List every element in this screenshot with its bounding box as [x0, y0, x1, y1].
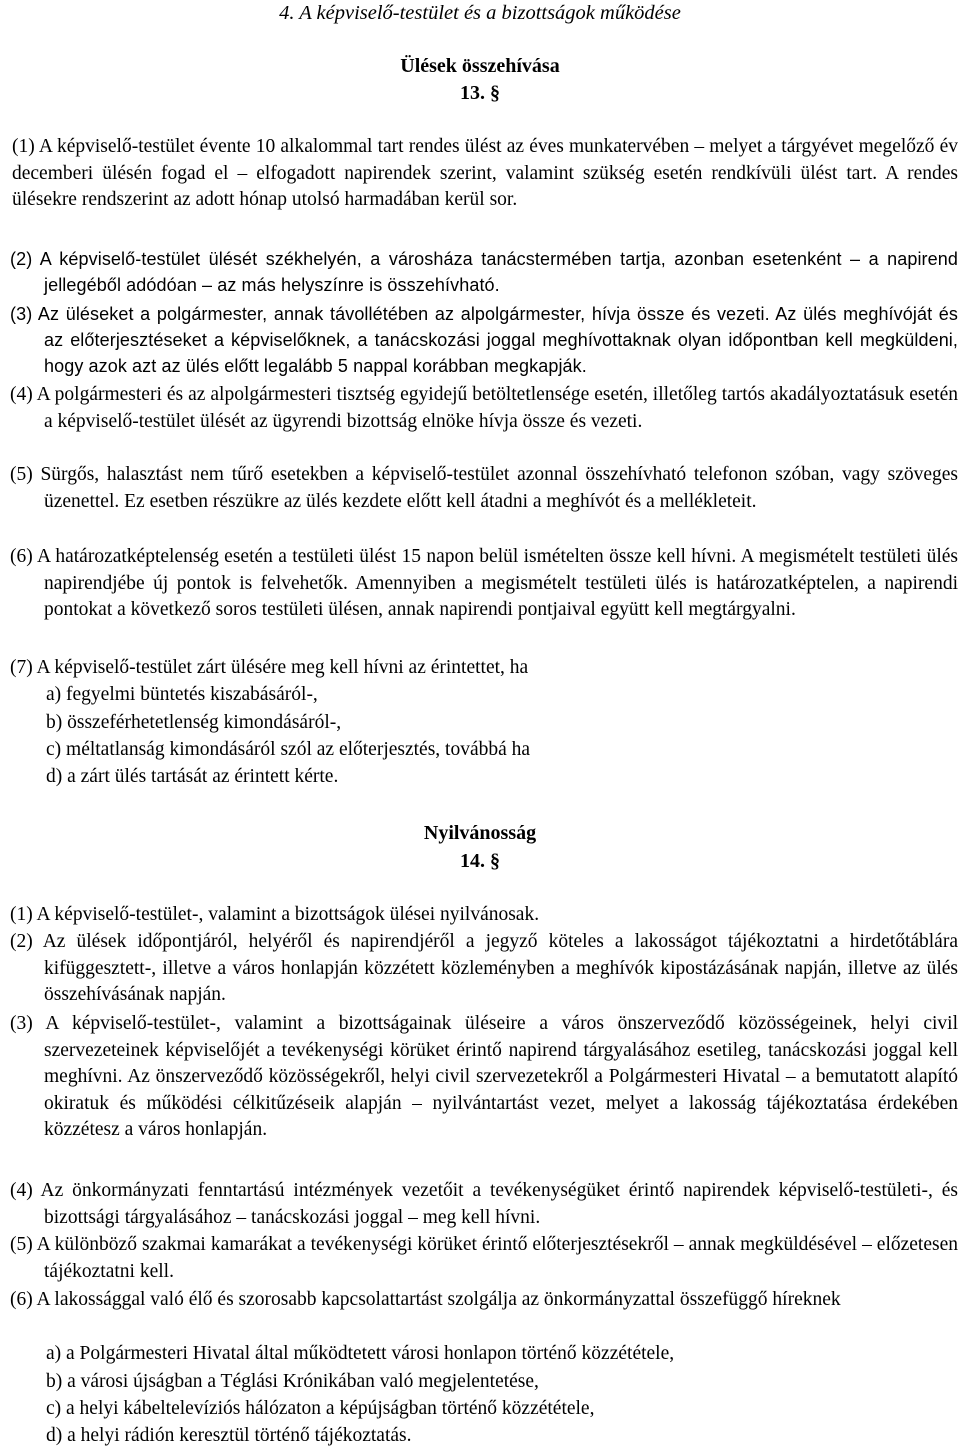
s13-paragraph-5: (5) Sürgős, halasztást nem tűrő esetekben a képviselő-testület azonnal összehívható telefonon szóban, vagy szöveges üzenettel. Ez esetben részükre az ülés kezdete előtt kell átadni a meghívót és a mellékleteit.: [10, 464, 958, 512]
s14-paragraph-2: (2) Az ülések időpontjáról, helyéről és napirendjéről a jegyző köteles a lakosságot tájékoztatni a hirdetőtáblára kifüggesztett-, illetve a város honlapján közzétett közleményben a meghívók kipostázásának napján, illetve az ülés összehívásának napján.: [10, 931, 958, 1005]
section-13-heading: Ülések összehívása: [400, 55, 560, 77]
s13-paragraph-3-text: (3) Az üléseket a polgármester, annak távollétében az alpolgármester, hívja össze és vezeti. Az ülés meghívóját és az előterjesztéseket a képviselőknek, a tanácskozási joggal meghívottaknak olyan időpontban kell megküldeni, hogy azok azt az ülés előtt legalább 5 nappal korábban megkapják.: [10, 304, 958, 376]
s13-p7-item-b: b) összeférhetetlenség kimondásáról-,: [46, 712, 342, 733]
s13-paragraph-6: (6) A határozatképtelenség esetén a testületi ülést 15 napon belül ismételten össze kell hívni. A megismételt testületi ülés napirendjébe új pontok is felvehetők. Amennyiben a megismételt testületi ülés is határozatképtelen, a napirendi pontokat a következő soros testületi ülésen, annak napirendi pontjaival együtt kell megtárgyalni.: [10, 546, 958, 620]
s14-paragraph-6: (6) A lakossággal való élő és szorosabb kapcsolattartást szolgálja az önkormányzattal összefüggő híreknek: [10, 1289, 841, 1310]
s14-paragraph-3: (3) A képviselő-testület-, valamint a bizottságainak üléseire a város önszerveződő közösségeinek, helyi civil szervezeteinek képviselőjét a tevékenységi körüket érintő napirend tárgyalásához esetileg, tanácskozási joggal kell meghívni. Az önszerveződő közösségekről, helyi civil szervezetekről a Polgármesteri Hivatal – a bemutatott alapító okiratuk és működési célkitűzéseik alapján – nyilvántartást vezet, melyet a lakosság tájékoztatása érdekében közzétesz a város honlapján.: [10, 1013, 958, 1140]
s14-p6-item-a: a) a Polgármesteri Hivatal által működtetett városi honlapon történő közzététele,: [46, 1343, 675, 1364]
s13-paragraph-7: (7) A képviselő-testület zárt ülésére meg kell hívni az érintettet, ha: [10, 657, 529, 678]
s13-paragraph-1: (1) A képviselő-testület évente 10 alkalommal tart rendes ülést az éves munkatervében – melyet a tárgyévet megelőző év decemberi ülésén fogad el – elfogadott napirendek szerint, valamint szükség esetén rendkívüli ülést tart. A rendes ülésekre rendszerint az adott hónap utolsó harmadában kerül sor.: [12, 136, 958, 210]
s13-paragraph-3-first: [10, 301, 958, 379]
s14-p6-item-b: b) a városi újságban a Téglási Krónikában való megjelentetése,: [46, 1371, 539, 1392]
s13-paragraph-4: (4) A polgármesteri és az alpolgármesteri tisztség egyidejű betöltetlensége esetén, illetőleg tartós akadályoztatásuk esetén a képviselő-testület ülését az ügyrendi bizottság elnöke hívja össze és vezeti.: [10, 384, 958, 432]
s14-paragraph-1: (1) A képviselő-testület-, valamint a bizottságok ülései nyilvánosak.: [10, 904, 540, 925]
section-14-number: 14. §: [460, 850, 500, 872]
s13-p7-item-a: a) fegyelmi büntetés kiszabásáról-,: [46, 684, 318, 705]
s13-p7-item-c: c) méltatlanság kimondásáról szól az előterjesztés, továbbá ha: [46, 739, 531, 760]
s13-paragraph-2: (2) A képviselő-testület ülését székhelyén, a városháza tanácstermében tartja, azonban esetenként – a napirend jellegéből adódóan – az más helyszínre is összehívható.: [10, 249, 958, 295]
section-13-number: 13. §: [460, 82, 500, 104]
s14-paragraph-4: (4) Az önkormányzati fenntartású intézmények vezetőit a tevékenységüket érintő napirendek képviselő-testületi-, és bizottsági tárgyalásához – tanácskozási joggal – meg kell hívni.: [10, 1180, 958, 1228]
s14-p6-item-c: c) a helyi kábeltelevíziós hálózaton a képújságban történő közzététele,: [46, 1398, 595, 1419]
s14-paragraph-5: (5) A különböző szakmai kamarákat a tevékenységi körüket érintő előterjesztésekről – annak megküldésével – előzetesen tájékoztatni kell.: [10, 1234, 958, 1282]
chapter-title: 4. A képviselő-testület és a bizottságok működése: [279, 2, 681, 24]
section-14-heading: Nyilvánosság: [423, 822, 537, 844]
s13-p7-item-d: d) a zárt ülés tartását az érintett kérte.: [46, 766, 339, 787]
s14-p6-item-d: d) a helyi rádión keresztül történő tájékoztatás.: [46, 1425, 412, 1446]
